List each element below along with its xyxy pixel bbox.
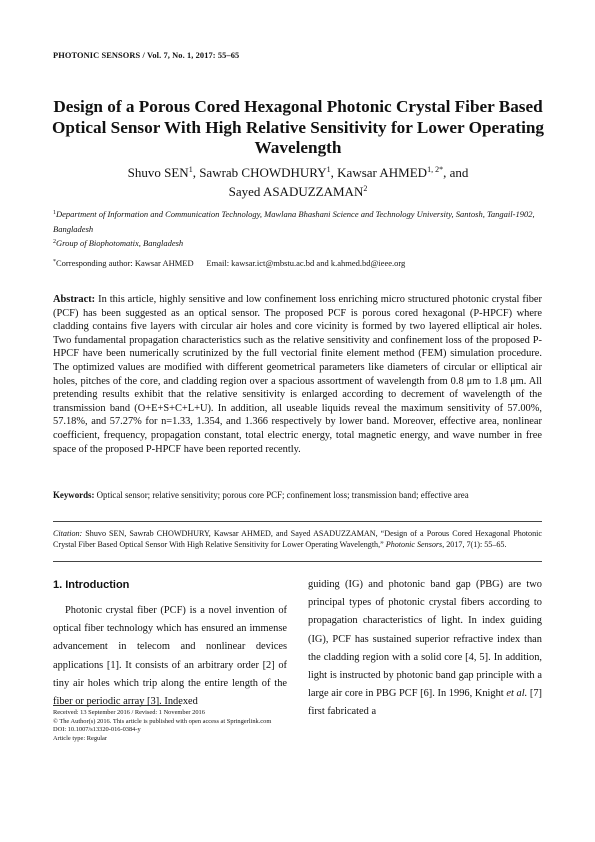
abstract xyxy=(53,293,542,456)
journal-header: PHOTONIC SENSORS / Vol. 7, No. 1, 2017: 55‒65 xyxy=(53,51,240,60)
author-affiliation-mark: 1 xyxy=(188,165,193,174)
author-name: Sawrab CHOWDHURY xyxy=(199,165,327,180)
section-heading: 1. Introduction xyxy=(53,579,130,591)
corresponding-author: *Corresponding author: Kawsar AHMED Email: kawsar.ict@mbstu.ac.bd and k.ahmed.bd@ieee.org xyxy=(53,258,406,268)
author-affiliation-mark: 1, 2* xyxy=(427,165,444,174)
paper-title: Design of a Porous Cored Hexagonal Photonic Crystal Fiber Based Optical Sensor With High Relative Sensitivity for Lower Operating Wavelength xyxy=(51,97,545,157)
footnote-copyright: © The Author(s) 2016. This article is published with open access at Springerlink.com xyxy=(53,717,272,725)
divider xyxy=(53,521,542,522)
footnote-divider xyxy=(53,705,181,706)
keywords-text: Optical sensor; relative sensitivity; porous core PCF; confinement loss; transmission band; effective area xyxy=(96,490,469,500)
body-column-left: Photonic crystal fiber (PCF) is a novel invention of optical fiber technology which has ensured an immense advancement in telecom and nonlinear devices applications [1]. It consists of an arbitrary order [2] of tiny air holes which trip along the entire length of the fiber or periodic array [3]. Indexed xyxy=(53,605,287,708)
footnote-doi: DOI: 10.1007/s13320-016-0384-y xyxy=(53,726,141,734)
abstract-label: Abstract: xyxy=(53,294,96,305)
citation-label: Citation: xyxy=(53,529,83,538)
author-list: Shuvo SEN$^1$, Sawrab CHOWDHURY$^1$, Kawsar $AHMED^{1, 2*}$, and Sayed ASADUZZAMAN$^2$ xyxy=(127,165,469,199)
author-name: Sayed ASADUZZAMAN xyxy=(228,184,364,199)
footnotes xyxy=(53,709,271,743)
affiliation-1: $^1$Department of Information and Communication Technology, Mawlana Bhashani Science and Technology University, Santosh, Tangail-1902, Bangladesh xyxy=(53,209,535,234)
author-affiliation-mark: 2 xyxy=(363,184,368,193)
footnote-received: Received: 13 September 2016 / Revised: 1 November 2016 xyxy=(53,709,205,716)
keywords xyxy=(53,490,542,501)
citation-journal: Photonic Sensors xyxy=(385,540,443,550)
footnote-article-type: Article type: Regular xyxy=(53,734,107,742)
keywords-label: Keywords: xyxy=(53,490,95,500)
citation: Citation: Shuvo SEN, Sawrab CHOWDHURY, Kawsar AHMED, and Sayed ASADUZZAMAN, “Design of a Porous Cored Hexagonal Photonic Crystal Fiber Based Optical Sensor With High Relative Sensitivity for Lower Operating Wavelength,” Photonic Sensors, 2017, 7(1): 55‒65. xyxy=(53,529,542,550)
author-affiliation-mark: 1 xyxy=(326,165,331,174)
affiliation-2: $^2$Group of Biophotomatix, Bangladesh xyxy=(53,238,184,248)
author-name: Shuvo SEN xyxy=(127,165,189,180)
divider xyxy=(53,561,542,562)
author-email: Email: kawsar.ict@mbstu.ac.bd and k.ahmed.bd@ieee.org xyxy=(206,258,406,268)
body-column-right: guiding (IG) and photonic band gap (PBG) are two principal types of photonic crystal fibers according to propagation characteristics of light. In index guiding (IG), PCF has sustained superior refractive index than the cladding region with a solid core [4, 5]. In addition, light is instructed by photonic band gap principle with a large air core in PBG PCF [6]. In 1996, Knight et al. [7] first fabricated a xyxy=(308,579,542,718)
author-name: Kawsar AHMED xyxy=(337,165,428,180)
abstract-text: In this article, highly sensitive and low confinement loss enriching micro structured photonic crystal fiber (PCF) has been suggested as an optical sensor. The proposed PCF is porous cored hexagonal (P-HPCF) where cladding contains five layers with circular air holes and core vicinity is formed by two layered elliptical air holes. Two fundamental propagation characteristics such as the relative sensitivity and confinement loss of the proposed P-HPCF have been numerically scrutinized by the full vectorial finite element method (FEM) simulation procedure. The optimized values are modified with different geometrical parameters like diameters of circular or elliptical air holes, pitches of the core, and cladding region over a spacious assortment of wavelength from 0.8 μm to 1.8 μm. All pretending results exhibit that the relative sensitivity is enlarged according to decrement of wavelength of the transmission band (O+E+S+C+L+U). In addition, all useable liquids reveal the maximum sensitivity of 57.00%, 57.18%, and 57.27% for n=1.33, 1.354, and 1.366 respectively by lower band. Moreover, effective area, nonlinear coefficient, frequency, propagation constant, total electric energy, total magnetic energy, and wave number in free space of the proposed P-HPCF have been reported recently. xyxy=(53,294,542,455)
